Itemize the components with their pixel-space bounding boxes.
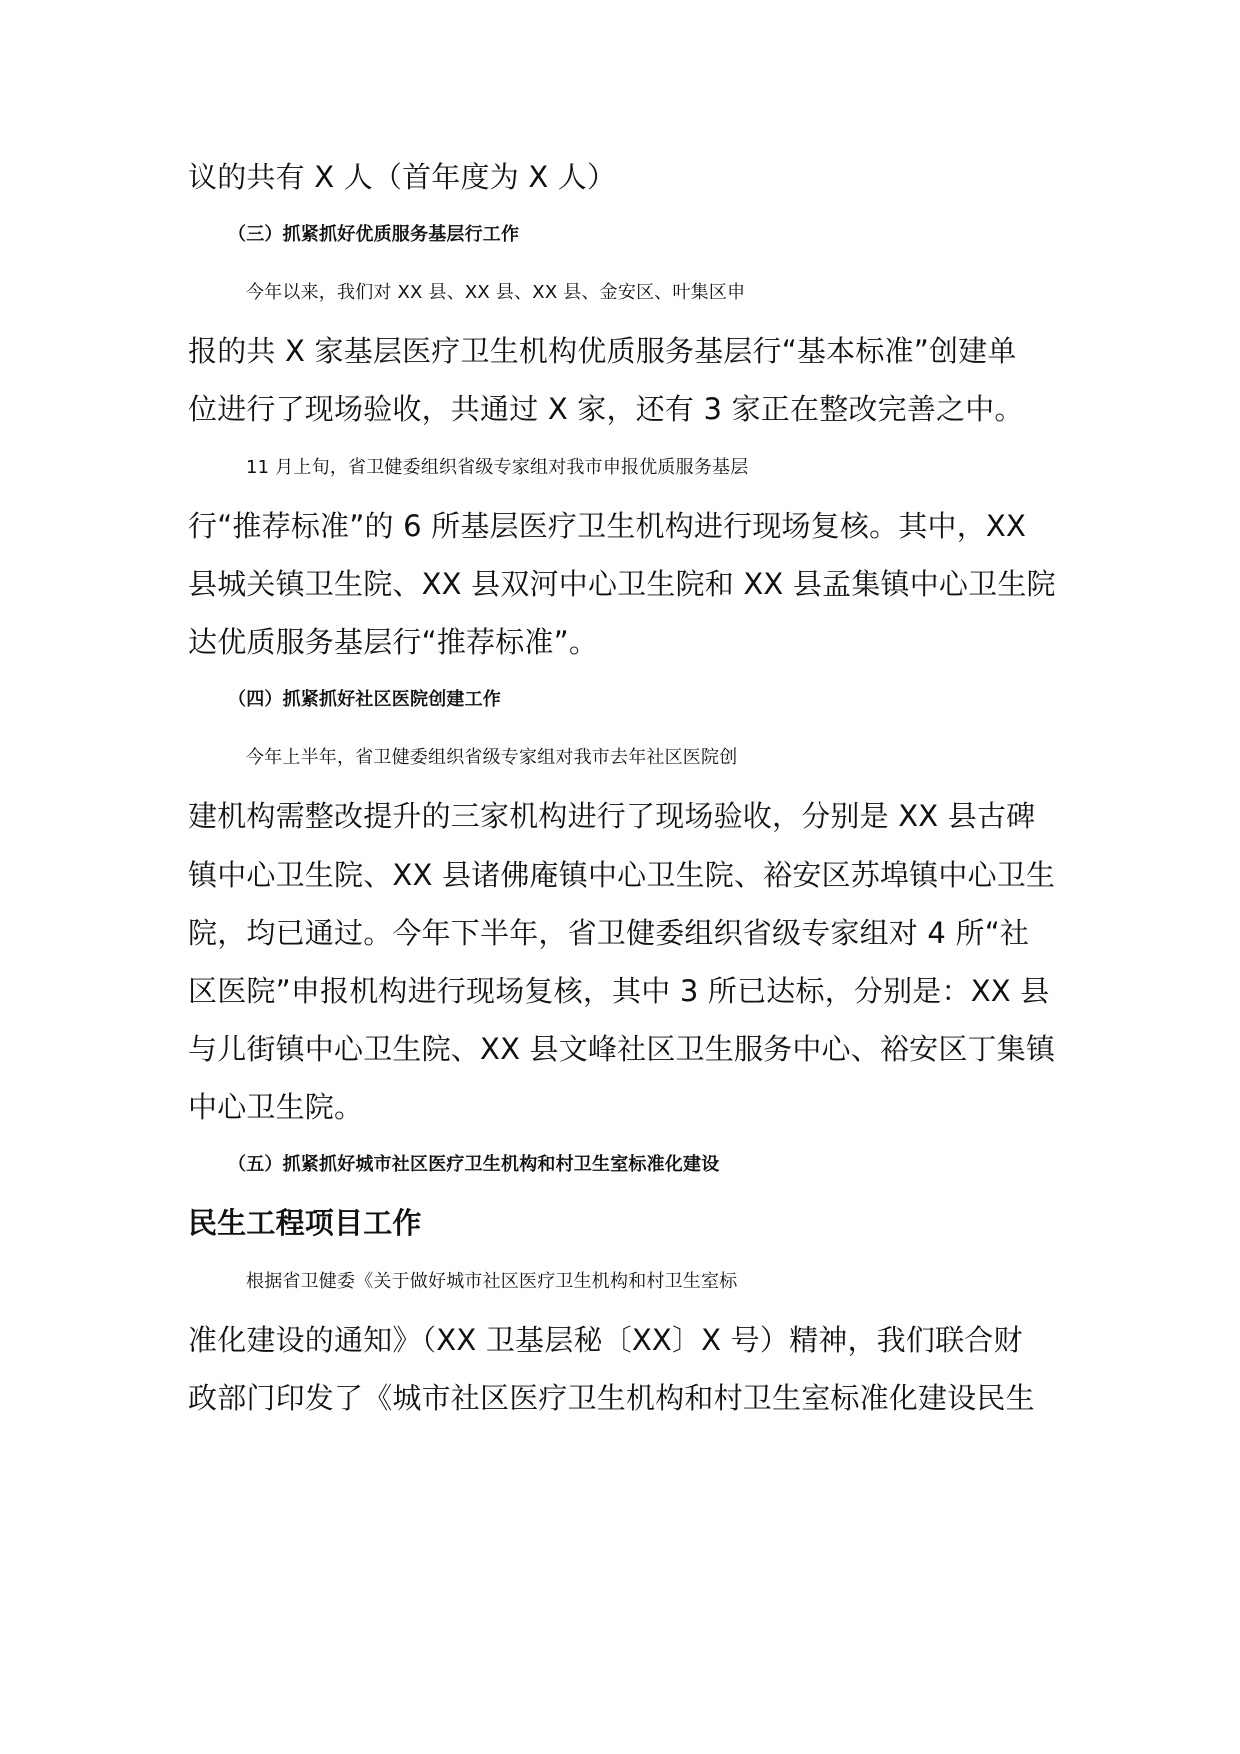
paragraph-line: 县城关镇卫生院、XX 县双河中心卫生院和 XX 县孟集镇中心卫生院 [188, 567, 1056, 601]
paragraph-line: 院，均已通过。今年下半年，省卫健委组织省级专家组对 4 所“社 [188, 916, 1030, 950]
paragraph-line: 今年以来，我们对 XX 县、XX 县、XX 县、金安区、叶集区申 [246, 282, 746, 303]
paragraph-line: 行“推荐标准”的 6 所基层医疗卫生机构进行现场复核。其中，XX [188, 509, 1027, 543]
paragraph-line: 区医院”申报机构进行现场复核，其中 3 所已达标，分别是：XX 县 [188, 974, 1050, 1008]
section-heading-5-continued: 民生工程项目工作 [188, 1206, 422, 1240]
paragraph-line: 中心卫生院。 [188, 1090, 364, 1124]
paragraph-line: 报的共 X 家基层医疗卫生机构优质服务基层行“基本标准”创建单 [188, 334, 1017, 368]
paragraph-line: 准化建设的通知》（XX 卫基层秘〔XX〕X 号）精神，我们联合财 [188, 1323, 1023, 1357]
paragraph-line: 议的共有 X 人（首年度为 X 人） [188, 160, 617, 194]
paragraph-line: 位进行了现场验收，共通过 X 家，还有 3 家正在整改完善之中。 [188, 392, 1024, 426]
section-heading-3: （三）抓紧抓好优质服务基层行工作 [228, 224, 520, 245]
paragraph-line: 政部门印发了《城市社区医疗卫生机构和村卫生室标准化建设民生 [188, 1381, 1035, 1415]
paragraph-line: 今年上半年，省卫健委组织省级专家组对我市去年社区医院创 [246, 747, 738, 768]
paragraph-line: 11 月上旬，省卫健委组织省级专家组对我市申报优质服务基层 [246, 457, 749, 478]
paragraph-line: 达优质服务基层行“推荐标准”。 [188, 625, 599, 659]
paragraph-line: 建机构需整改提升的三家机构进行了现场验收，分别是 XX 县古碑 [188, 799, 1036, 833]
paragraph-line: 镇中心卫生院、XX 县诸佛庵镇中心卫生院、裕安区苏埠镇中心卫生 [188, 858, 1056, 892]
paragraph-line: 与儿街镇中心卫生院、XX 县文峰社区卫生服务中心、裕安区丁集镇 [188, 1032, 1056, 1066]
section-heading-5: （五）抓紧抓好城市社区医疗卫生机构和村卫生室标准化建设 [228, 1154, 720, 1175]
section-heading-4: （四）抓紧抓好社区医院创建工作 [228, 689, 501, 710]
paragraph-line: 根据省卫健委《关于做好城市社区医疗卫生机构和村卫生室标 [246, 1271, 738, 1292]
